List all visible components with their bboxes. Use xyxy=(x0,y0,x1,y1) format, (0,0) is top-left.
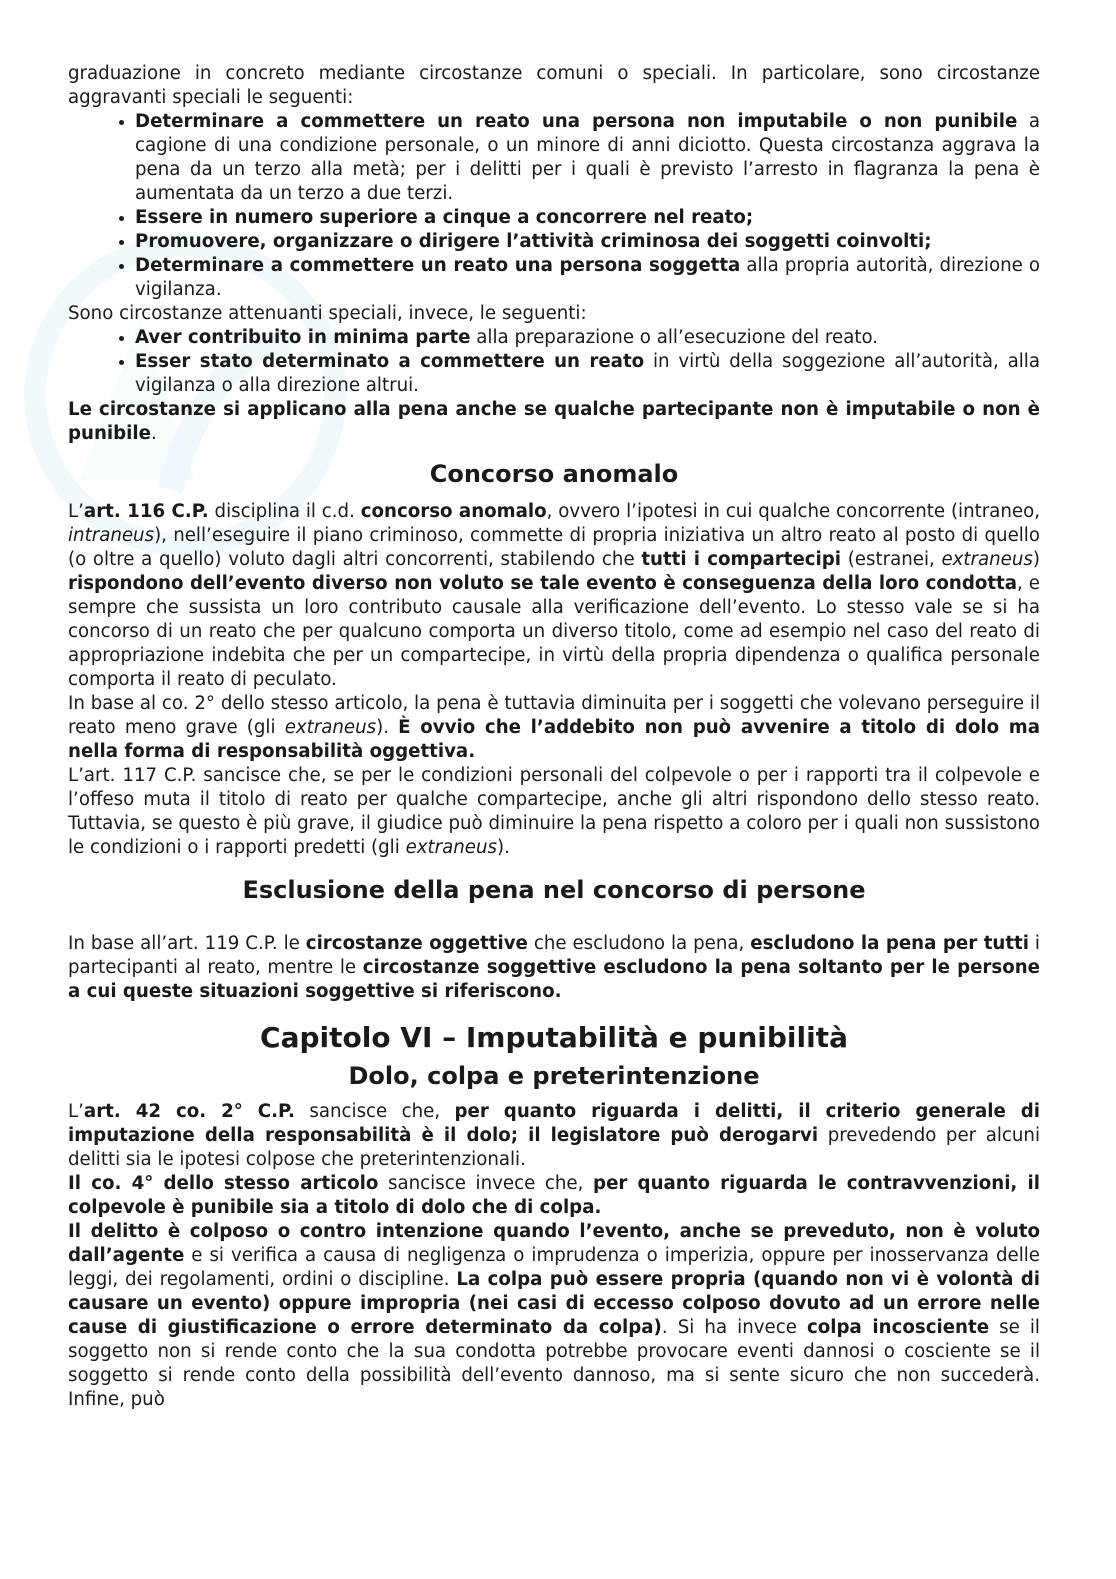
list-item: • Esser stato determinato a commettere un reato in virtù della soggezione all’autorità, alla vigilanza o alla direzione altrui. xyxy=(135,350,1040,398)
list-item: • Promuovere, organizzare o dirigere l’attività criminosa dei soggetti coinvolti; xyxy=(135,230,1040,254)
paragraph-co4: Il co. 4° dello stesso articolo sancisce invece che, per quanto riguarda le contravvenzioni, il colpevole è punibile sia a titolo di dolo che di colpa. xyxy=(68,1173,1041,1218)
paragraph-co2: In base al co. 2° dello stesso articolo, la pena è tuttavia diminuita per i soggetti che volevano perseguire il reato meno grave (gli extraneus). È ovvio che l’addebito non può avvenire a titolo di dolo ma nella forma di responsabilità oggettiva. xyxy=(68,693,1040,762)
heading-capitolo-vi: Capitolo VI – Imputabilità e punibilità xyxy=(260,1021,848,1054)
heading-dolo-colpa: Dolo, colpa e preterintenzione xyxy=(348,1062,760,1090)
paragraph-circostanze: Le circostanze si applicano alla pena anche se qualche partecipante non è imputabile o non è punibile. xyxy=(68,399,1040,444)
list-item: • Essere in numero superiore a cinque a concorrere nel reato; xyxy=(135,206,1040,230)
list-item: • Determinare a commettere un reato una persona soggetta alla propria autorità, direzione o vigilanza. xyxy=(135,254,1040,302)
paragraph-art119: In base all’art. 119 C.P. le circostanze oggettive che escludono la pena, escludono la pena per tutti i partecipanti al reato, mentre le circostanze soggettive escludono la pena soltanto per le persone a cui queste situazioni soggettive si riferiscono. xyxy=(68,933,1040,1002)
list-item: • Determinare a commettere un reato una persona non imputabile o non punibile a cagione di una condizione personale, o un minore di anni diciotto. Questa circostanza aggrava la pena da un terzo alla metà; per i delitti per i quali è previsto l’arresto in flagranza la pena è aumentata da un terzo a due terzi. xyxy=(135,110,1040,206)
attenuanti-list xyxy=(68,326,1040,398)
paragraph-art42: L’art. 42 co. 2° C.P. sancisce che, per quanto riguarda i delitti, il criterio generale di imputazione della responsabilità è il dolo; il legislatore può derogarvi prevedendo per alcuni delitti sia le ipotesi colpose che preterintenzionali. xyxy=(68,1101,1040,1170)
paragraph-attenuanti: Sono circostanze attenuanti speciali, invece, le seguenti: xyxy=(68,303,587,324)
aggravanti-list xyxy=(68,110,1040,302)
heading-esclusione: Esclusione della pena nel concorso di persone xyxy=(242,876,866,904)
document-page xyxy=(68,62,1040,1412)
paragraph-colpa: Il delitto è colposo o contro intenzione quando l’evento, anche se preveduto, non è voluto dall’agente e si verifica a causa di negligenza o imprudenza o imperizia, oppure per inosservanza delle leggi, dei regolamenti, ordini o discipline. La colpa può essere propria (quando non vi è volontà di causare un evento) oppure impropria (nei casi di eccesso colposo dovuto ad un errore nelle cause di giustificazione o errore determinato da colpa). Si ha invece colpa incosciente se il soggetto non si rende conto che la sua condotta potrebbe provocare eventi dannosi o cosciente se il soggetto si rende conto della possibilità dell’evento dannoso, ma si sente sicuro che non succederà. Infine, può xyxy=(68,1221,1040,1410)
heading-concorso-anomalo: Concorso anomalo xyxy=(429,460,679,488)
list-item: • Aver contribuito in minima parte alla preparazione o all’esecuzione del reato. xyxy=(135,326,1040,350)
paragraph-intro: graduazione in concreto mediante circostanze comuni o speciali. In particolare, sono circostanze aggravanti speciali le seguenti: xyxy=(68,63,1040,108)
paragraph-art116: L’art. 116 C.P. disciplina il c.d. concorso anomalo, ovvero l’ipotesi in cui qualche concorrente (intraneo, intraneus), nell’eseguire il piano criminoso, commette di propria iniziativa un altro reato al posto di quello (o oltre a quello) voluto dagli altri concorrenti, stabilendo che tutti i compartecipi (estranei, extraneus) rispondono dell’evento diverso non voluto se tale evento è conseguenza della loro condotta, e sempre che sussista un loro contributo causale alla verificazione dell’evento. Lo stesso vale se si ha concorso di un reato che per qualcuno comporta un diverso titolo, come ad esempio nel caso del reato di appropriazione indebita che per un compartecipe, in virtù della propria dipendenza o qualifica personale comporta il reato di peculato. xyxy=(68,501,1040,690)
paragraph-art117: L’art. 117 C.P. sancisce che, se per le condizioni personali del colpevole o per i rapporti tra il colpevole e l’offeso muta il titolo di reato per qualche compartecipe, anche gli altri rispondono dello stesso reato. Tuttavia, se questo è più grave, il giudice può diminuire la pena rispetto a coloro per i quali non sussistono le condizioni o i rapporti predetti (gli extraneus). xyxy=(68,765,1040,858)
